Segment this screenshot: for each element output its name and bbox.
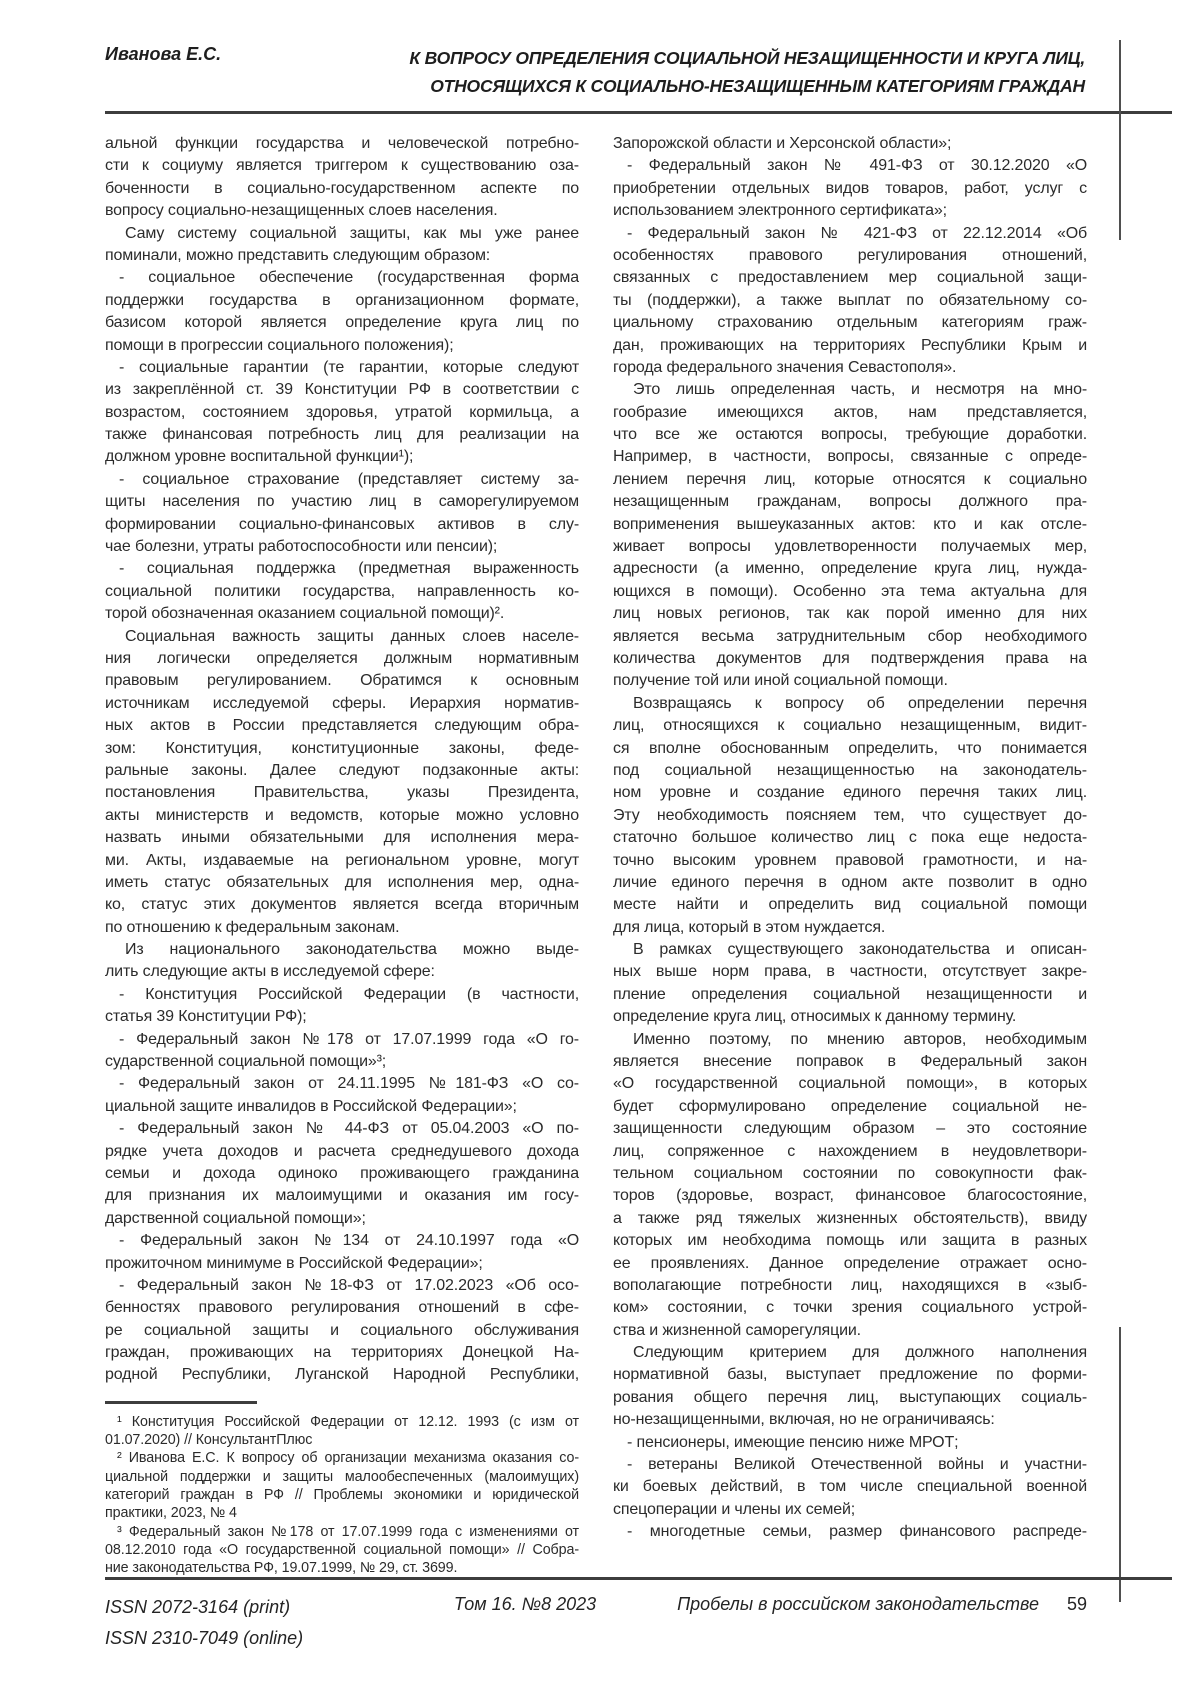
text-line: использованием электронного сертификата»; <box>613 202 947 220</box>
text-line: лением перечня лиц, которые относятся к социально <box>613 470 1087 488</box>
paragraph <box>105 223 579 268</box>
text-line: статья 39 Конституции РФ); <box>105 1008 307 1026</box>
footer-volume: Том 16. №8 2023 <box>453 1594 597 1614</box>
paragraph <box>105 984 579 1029</box>
text-line: В рамках существующего законодательства и описан- <box>633 941 1087 959</box>
text-line: особенностях правового регулирования отношений, <box>613 246 1087 264</box>
text-line: боченности в социально-государственном аспекте по <box>105 179 579 197</box>
text-line: что все же остаются вопросы, требующие доработки. <box>613 426 1087 444</box>
text-line: количества документов для подтверждения права на <box>613 649 1087 667</box>
text-line: помощи в прогрессии социального положения); <box>105 336 454 354</box>
text-line: сти к социуму является триггером к существованию оза- <box>105 157 579 175</box>
text-line: - социальное страхование (представляет систему за- <box>119 470 579 488</box>
text-line: - Федеральный закон № 44-ФЗ от 05.04.2003 «О по- <box>119 1120 579 1138</box>
footer-page-number: 59 <box>1066 1594 1087 1614</box>
text-line: под социальной незащищенностью на законодатель- <box>613 761 1087 779</box>
footnotes-block <box>105 1401 579 1578</box>
text-line: - Федеральный закон № 491-ФЗ от 30.12.2020 «О <box>627 157 1087 175</box>
text-line: ных актов в России представляется следующим обра- <box>105 717 579 735</box>
paragraph <box>105 1230 579 1275</box>
text-line: спецоперации и члены их семей; <box>613 1500 856 1518</box>
text-line: ² Иванова Е.С. К вопросу об организации механизма оказания со- <box>117 1450 579 1467</box>
text-line: ки боевых действий, в том числе специальной военной <box>613 1478 1087 1496</box>
text-line: циальной поддержки и защиты малообеспеченных (малоимущих) <box>105 1468 579 1485</box>
text-line: - Федеральный закон №134 от 24.10.1997 года «О <box>119 1232 579 1250</box>
text-line: сударственной социальной помощи»³; <box>105 1053 387 1071</box>
text-line: - многодетные семьи, размер финансового распреде- <box>627 1523 1087 1541</box>
text-line: по отношению к федеральным законам. <box>105 918 400 936</box>
text-line: из закреплённой ст. 39 Конституции РФ в соответствии с <box>105 381 579 399</box>
footer-issn <box>105 1592 303 1654</box>
text-line: рядке учета доходов и расчета среднедушевого дохода <box>105 1142 579 1160</box>
paragraph <box>105 558 579 625</box>
text-line: которых им необходима помощь или защита в разных <box>613 1232 1087 1250</box>
text-line: связанных с предоставлением мер социальной защи- <box>613 269 1087 287</box>
text-line: адресности (а именно, определение круга лиц, нужда- <box>613 560 1087 578</box>
text-line: защищенности следующим образом – это состояние <box>613 1120 1087 1138</box>
text-line: 08.12.2010 года «О государственной социальной помощи» // Собра- <box>105 1541 579 1558</box>
text-line: формировании социально-финансовых активов в слу- <box>105 515 579 533</box>
text-line: будет сформулировано определение социальной не- <box>613 1097 1087 1115</box>
text-line: тельном социальном состоянии по совокупности фак- <box>613 1164 1087 1182</box>
text-line: ми. Акты, издаваемые на региональном уровне, могут <box>105 851 579 869</box>
text-line: должном уровне воспитальной функции¹); <box>105 448 414 466</box>
text-line: нормативной базы, выступает предложение по форми- <box>613 1366 1087 1384</box>
text-line: лиц, сопряженное с нахождением в неудовлетвори- <box>613 1142 1087 1160</box>
text-line: ства и жизненной саморегуляции. <box>613 1321 861 1339</box>
text-line: торов (здоровье, возраст, финансовое благосостояние, <box>613 1187 1087 1205</box>
text-line: ре социальной защиты и социального обслуживания <box>105 1321 579 1339</box>
text-line: - пенсионеры, имеющие пенсию ниже МРОТ; <box>627 1433 959 1451</box>
text-line: - Федеральный закон №178 от 17.07.1999 года «О го- <box>119 1030 579 1048</box>
right-margin-line-top <box>1119 40 1121 240</box>
text-line: источникам исследуемой сферы. Иерархия норматив- <box>105 694 579 712</box>
text-line: определение круга лиц, относимых к данному термину. <box>613 1008 1017 1026</box>
text-line: точно высоким уровнем правовой грамотности, и на- <box>613 851 1087 869</box>
text-line: щиты населения по участию лиц в саморегулируемом <box>105 493 579 511</box>
footnote-separator-rule <box>105 1401 257 1404</box>
paragraph <box>105 357 579 469</box>
text-line: Например, в частности, вопросы, связанные с опреде- <box>613 448 1087 466</box>
left-column <box>105 133 579 1578</box>
text-line: месте найти и определить вид социальной помощи <box>613 896 1087 914</box>
paragraph <box>105 1275 579 1387</box>
paragraph <box>613 133 1087 155</box>
text-line: категорий граждан в РФ // Проблемы экономики и юридической <box>105 1487 579 1504</box>
title-line-1: К ВОПРОСУ ОПРЕДЕЛЕНИЯ СОЦИАЛЬНОЙ НЕЗАЩИЩЕННОСТИ И КРУГА ЛИЦ, <box>409 48 1085 68</box>
text-line: назвать иными обязательными для исполнения мера- <box>105 829 579 847</box>
text-line: пление определения социальной незащищенности и <box>613 985 1087 1003</box>
issn-online: ISSN 2310-7049 (online) <box>105 1628 304 1648</box>
text-line: ния логически определяется должным нормативным <box>105 649 579 667</box>
text-line: - Федеральный закон № 421-ФЗ от 22.12.2014 «Об <box>627 224 1087 242</box>
paragraph <box>105 469 579 559</box>
paragraph <box>613 1432 1087 1454</box>
text-line: практики, 2023, № 4 <box>105 1505 237 1522</box>
paragraph <box>613 379 1087 692</box>
text-line: Саму систему социальной защиты, как мы уже ранее <box>125 224 579 242</box>
text-line: возрастом, состоянием здоровья, утратой кормильца, а <box>105 403 579 421</box>
text-line: Эту необходимость поясняем тем, что существует до- <box>613 806 1087 824</box>
right-margin-line-bottom <box>1119 1327 1121 1602</box>
title-line-2: ОТНОСЯЩИХСЯ К СОЦИАЛЬНО-НЕЗАЩИЩЕННЫМ КАТЕГОРИЯМ ГРАЖДАН <box>430 76 1085 96</box>
text-line: циальному страхованию отдельным категориям граж- <box>613 314 1087 332</box>
text-line: лиц, относящихся к социально незащищенным, видит- <box>613 717 1087 735</box>
paragraph <box>613 693 1087 939</box>
text-line: торой обозначенная оказанием социальной помощи)². <box>105 605 505 623</box>
text-line: Это лишь определенная часть, и несмотря на мно- <box>633 381 1087 399</box>
paragraph <box>613 1454 1087 1521</box>
text-line: ком» состоянии, с точки зрения социального устрой- <box>613 1299 1087 1317</box>
text-line: для признания их малоимущими и оказания им госу- <box>105 1187 579 1205</box>
text-line: ся вполне обоснованным определить, что понимается <box>613 739 1087 757</box>
text-line: циальной защите инвалидов в Российской Федерации»; <box>105 1097 517 1115</box>
text-line: ко, статус этих документов является всегда вторичным <box>105 896 579 914</box>
paragraph <box>613 1521 1087 1543</box>
header-rule <box>105 111 1172 114</box>
text-line: ³ Федеральный закон №178 от 17.07.1999 года с изменениями от <box>117 1523 579 1540</box>
text-line: постановления Правительства, указы Президента, <box>105 784 579 802</box>
page-header-author: Иванова Е.С. <box>105 44 222 64</box>
text-line: незащищенным гражданам, вопросы должного пра- <box>613 493 1087 511</box>
text-line: - Конституция Российской Федерации (в частности, <box>119 985 579 1003</box>
text-line: вопросу социально-незащищенных слоев населения. <box>105 202 498 220</box>
text-line: Именно поэтому, по мнению авторов, необходимым <box>633 1030 1087 1048</box>
text-line: является весьма затруднительным сбор необходимого <box>613 627 1087 645</box>
paragraph <box>105 1118 579 1230</box>
text-line: акты министерств и ведомств, которые можно условно <box>105 806 579 824</box>
text-line: поминали, можно представить следующим образом: <box>105 246 491 264</box>
paragraph <box>105 626 579 939</box>
text-line: - ветераны Великой Отечественной войны и участни- <box>627 1456 1087 1474</box>
text-line: но-незащищенными, включая, но не ограничиваясь: <box>613 1411 995 1429</box>
text-line: «О государственной социальной помощи», в которых <box>613 1075 1087 1093</box>
text-line: социальной политики государства, направленность ко- <box>105 582 579 600</box>
text-line: живает вопросы удовлетворенности получаемых мер, <box>613 538 1087 556</box>
page-header-title <box>409 44 1085 100</box>
paragraph <box>613 1029 1087 1342</box>
paragraph <box>105 133 579 223</box>
text-line: семьи и дохода одиноко проживающего гражданина <box>105 1164 579 1182</box>
paragraph <box>105 267 579 357</box>
text-line: ных выше норм права, в частности, отсутствует закре- <box>613 963 1087 981</box>
text-line: Возвращаясь к вопросу об определении перечня <box>633 694 1087 712</box>
text-line: ты (поддержки), а также выплат по обязательному со- <box>613 291 1087 309</box>
text-line: базисом которой является определение круга лиц по <box>105 314 579 332</box>
text-line: вополагающие потребности лиц, находящихся в «зыб- <box>613 1276 1087 1294</box>
text-line: - социальная поддержка (предметная выраженность <box>119 560 579 578</box>
paragraph <box>613 155 1087 222</box>
footer-rule <box>105 1577 1172 1580</box>
paragraph <box>105 1073 579 1118</box>
right-column <box>613 133 1087 1544</box>
text-line: статочно большое количество лиц с пока еще недоста- <box>613 829 1087 847</box>
text-line: бенностях правового регулирования отношений в сфе- <box>105 1299 579 1317</box>
text-line: лить следующие акты в исследуемой сфере: <box>105 963 435 981</box>
text-line: дарственной социальной помощи»; <box>105 1209 366 1227</box>
paragraph <box>613 223 1087 380</box>
footer-journal-name: Пробелы в российском законодательстве <box>677 1594 1039 1614</box>
text-line: лиц новых регионов, так как порой именно для них <box>613 605 1087 623</box>
footnote <box>105 1523 579 1578</box>
text-line: граждан, проживающих на территориях Донецкой На- <box>105 1344 579 1362</box>
text-line: Из национального законодательства можно выде- <box>125 941 579 959</box>
text-line: является внесение поправок в Федеральный закон <box>613 1053 1087 1071</box>
paragraph <box>105 1029 579 1074</box>
issn-print: ISSN 2072-3164 (print) <box>105 1597 291 1617</box>
text-line: - Федеральный закон №18-ФЗ от 17.02.2023 «Об осо- <box>119 1276 579 1294</box>
text-line: ющихся в помощи). Особенно эта тема актуальна для <box>613 582 1087 600</box>
text-line: для лица, который в этом нуждается. <box>613 918 886 936</box>
footnote <box>105 1449 579 1522</box>
text-line: 01.07.2020) // КонсультантПлюс <box>105 1432 313 1449</box>
text-line: зом: Конституция, конституционные законы, феде- <box>105 739 579 757</box>
text-line: ¹ Конституция Российской Федерации от 12.12. 1993 (с изм от <box>117 1413 579 1430</box>
footnote <box>105 1413 579 1450</box>
text-line: личие единого перечня в одном акте позволит в одно <box>613 873 1087 891</box>
text-line: родной Республики, Луганской Народной Республики, <box>105 1366 579 1384</box>
text-line: ральные законы. Далее следуют подзаконные акты: <box>105 761 579 779</box>
text-line: правовым регулированием. Обратимся к основным <box>105 672 579 690</box>
text-line: Социальная важность защиты данных слоев населе- <box>125 627 579 645</box>
text-line: Следующим критерием для должного наполнения <box>633 1344 1087 1362</box>
paragraph <box>613 939 1087 1029</box>
text-line: ние законодательства РФ, 19.07.1999, № 29, ст. 3699. <box>105 1560 458 1577</box>
text-line: ее проявлениях. Данное определение отражает осно- <box>613 1254 1087 1272</box>
text-line: - Федеральный закон от 24.11.1995 №181-ФЗ «О со- <box>119 1075 579 1093</box>
paragraph <box>613 1342 1087 1432</box>
text-line: Запорожской области и Херсонской области»; <box>613 135 952 152</box>
text-line: приобретении отдельных видов товаров, работ, услуг с <box>613 179 1087 197</box>
text-line: воприменения вышеуказанных актов: кто и как отсле- <box>613 515 1087 533</box>
text-line: гообразие имеющихся актов, нам представляется, <box>613 403 1087 421</box>
text-line: прожиточном минимуме в Российской Федерации»; <box>105 1254 483 1272</box>
text-line: поддержки государства в организационном формате, <box>105 291 579 309</box>
paragraph <box>105 939 579 984</box>
text-line: чае болезни, утраты работоспособности или пенсии); <box>105 538 498 556</box>
text-line: альной функции государства и человеческой потребно- <box>105 135 579 152</box>
text-line: а также ряд тяжелых жизненных обстоятельств), ввиду <box>613 1209 1087 1227</box>
text-line: - социальные гарантии (те гарантии, которые следуют <box>119 358 579 376</box>
footer-journal-block <box>677 1594 1087 1615</box>
text-line: иметь статус обязательных для исполнения мер, одна- <box>105 873 579 891</box>
text-line: также финансовая потребность лиц для реализации на <box>105 426 579 444</box>
text-line: - социальное обеспечение (государственная форма <box>119 269 579 287</box>
text-line: города федерального значения Севастополя». <box>613 358 957 376</box>
text-line: ном уровне и создание единого перечня таких лиц. <box>613 784 1087 802</box>
text-line: получение той или иной социальной помощи. <box>613 672 948 690</box>
text-line: рования общего перечня лиц, выступающих социаль- <box>613 1388 1087 1406</box>
text-line: дан, проживающих на территориях Республики Крым и <box>613 336 1087 354</box>
